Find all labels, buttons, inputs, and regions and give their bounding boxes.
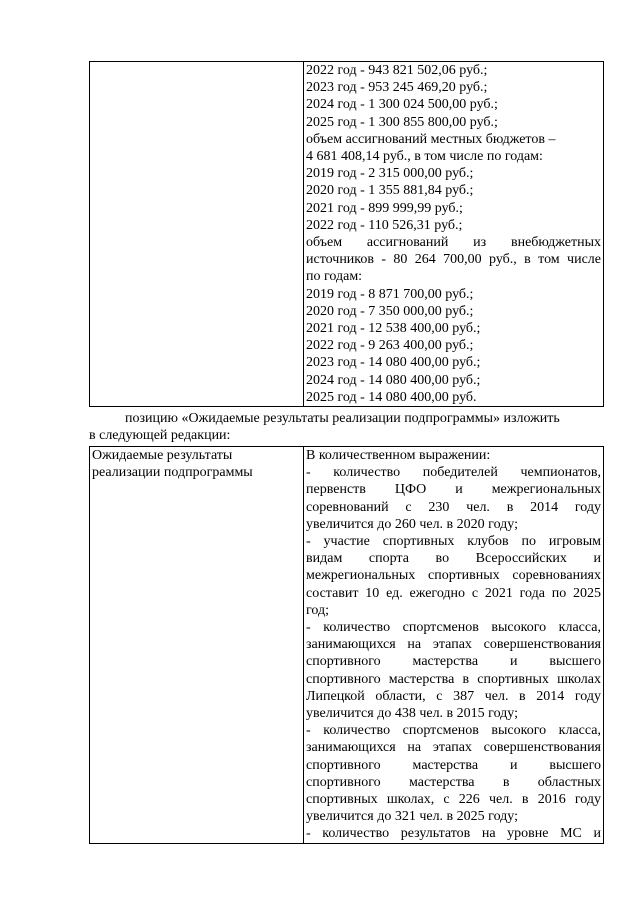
results-heading-line-1: Ожидаемые результаты	[92, 448, 233, 463]
results-line: - количество спортсменов высокого класса,	[306, 723, 601, 739]
results-line: год;	[306, 602, 330, 618]
funding-left-cell	[90, 62, 304, 407]
results-line: видам спорта во Всероссийских и	[306, 551, 601, 567]
funding-line: 2020 год - 1 355 881,84 руб.;	[306, 183, 474, 199]
instruction-paragraph	[89, 410, 602, 427]
funding-line: 2021 год - 899 999,99 руб.;	[306, 200, 463, 216]
funding-table	[89, 61, 604, 407]
instruction-paragraph-cont	[89, 427, 602, 444]
results-line: занимающихся на этапах совершенствования	[306, 740, 601, 756]
funding-line: 2024 год - 14 080 400,00 руб.;	[306, 372, 481, 388]
results-line: - количество победителей чемпионатов,	[306, 465, 601, 481]
funding-line: по годам:	[306, 269, 363, 285]
funding-line: 2019 год - 8 871 700,00 руб.;	[306, 286, 474, 302]
results-line: В количественном выражении:	[306, 448, 491, 463]
funding-line: 2024 год - 1 300 024 500,00 руб.;	[306, 97, 498, 113]
results-line: увеличится до 438 чел. в 2015 году;	[306, 706, 518, 722]
funding-line: 2020 год - 7 350 000,00 руб.;	[306, 303, 474, 319]
results-line: - количество результатов на уровне МС и	[306, 826, 601, 842]
funding-line: 2022 год - 110 526,31 руб.;	[306, 217, 463, 233]
funding-line: 4 681 408,14 руб., в том числе по годам:	[306, 149, 543, 165]
funding-line: объем ассигнований из внебюджетных	[306, 235, 601, 251]
funding-line: 2023 год - 953 245 469,20 руб.;	[306, 80, 488, 96]
funding-line: источников - 80 264 700,00 руб., в том числе	[306, 252, 601, 268]
results-line: соревнований с 230 чел. в 2014 году	[306, 499, 601, 515]
results-line: спортивного мастерства в спортивных школах	[306, 671, 601, 687]
funding-line: объем ассигнований местных бюджетов –	[306, 131, 556, 147]
funding-line: 2019 год - 2 315 000,00 руб.;	[306, 166, 474, 182]
funding-line: 2023 год - 14 080 400,00 руб.;	[306, 355, 481, 371]
funding-line: 2022 год - 943 821 502,06 руб.;	[306, 63, 488, 78]
funding-line: 2025 год - 1 300 855 800,00 руб.;	[306, 114, 498, 130]
instruction-line-2: в следующей редакции:	[89, 428, 231, 443]
results-table	[89, 446, 604, 844]
funding-right-cell	[304, 62, 604, 407]
results-line: увеличится до 260 чел. в 2020 году;	[306, 516, 518, 532]
results-line: занимающихся на этапах совершенствования	[306, 637, 601, 653]
results-heading-line-2: реализации подпрограммы	[92, 465, 253, 481]
results-right-cell	[304, 447, 604, 844]
funding-line: 2025 год - 14 080 400,00 руб.	[306, 389, 477, 405]
results-line: спортивных школах, с 226 чел. в 2016 году	[306, 792, 601, 808]
results-line: межрегиональных спортивных соревнованиях	[306, 568, 601, 584]
results-line: спортивного мастерства в областных	[306, 774, 601, 790]
results-line: увеличится до 321 чел. в 2025 году;	[306, 809, 518, 825]
results-line: первенств ЦФО и межрегиональных	[306, 482, 601, 498]
funding-line: 2022 год - 9 263 400,00 руб.;	[306, 338, 474, 354]
instruction-line-1: позицию «Ожидаемые результаты реализации подпрограммы» изложить	[125, 411, 560, 426]
results-line: - участие спортивных клубов по игровым	[306, 534, 601, 550]
results-line: спортивного мастерства и высшего	[306, 757, 601, 773]
results-line: спортивного мастерства и высшего	[306, 654, 601, 670]
table-row	[90, 447, 604, 844]
results-line: - количество спортсменов высокого класса,	[306, 620, 601, 636]
results-left-cell	[90, 447, 304, 844]
results-line: составит 10 ед. ежегодно с 2021 года по 2025	[306, 585, 601, 601]
results-line: Липецкой области, с 387 чел. в 2014 году	[306, 688, 601, 704]
table-row	[90, 62, 604, 407]
funding-line: 2021 год - 12 538 400,00 руб.;	[306, 321, 481, 337]
